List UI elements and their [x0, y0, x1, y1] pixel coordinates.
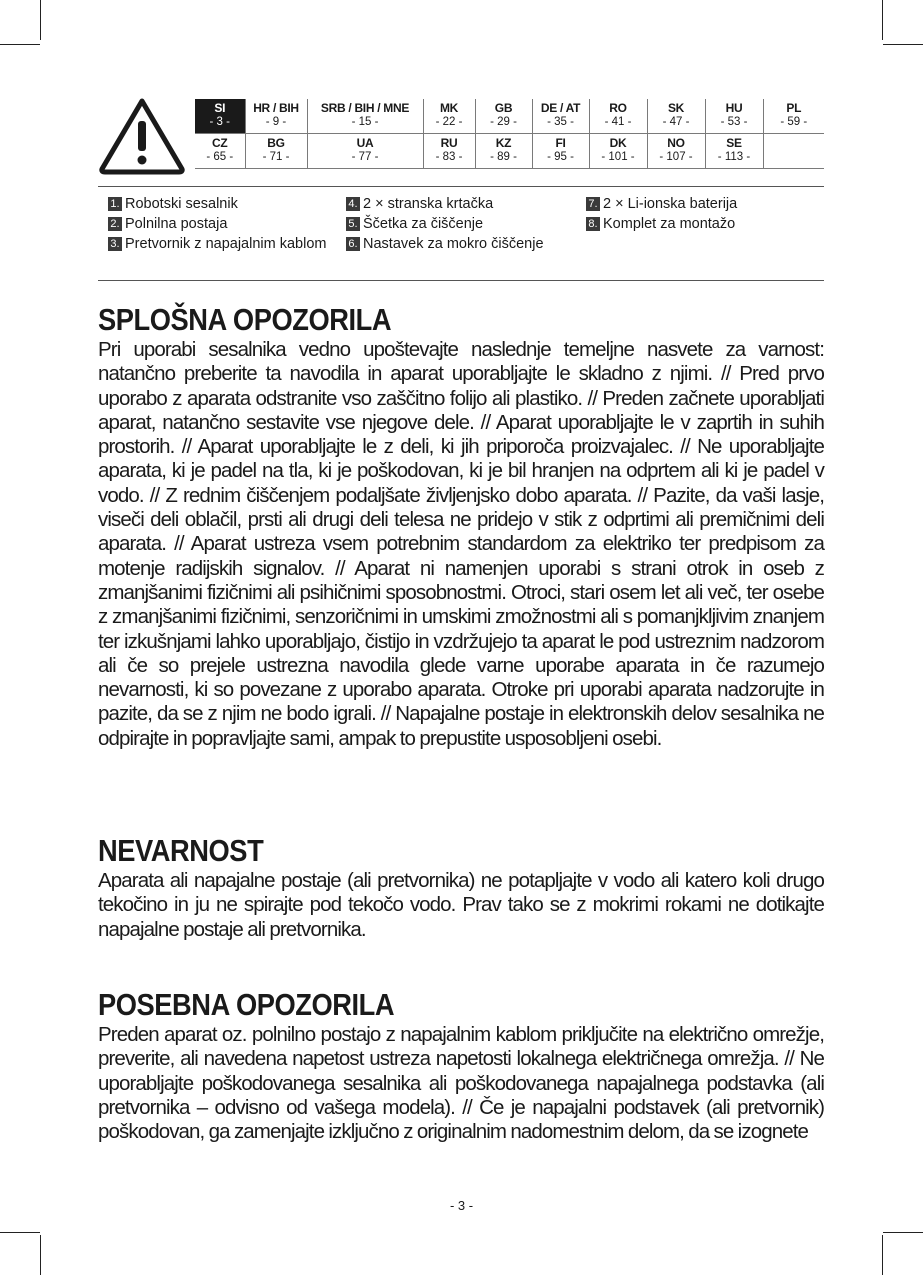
crop-mark — [883, 44, 923, 45]
list-item: 2. Polnilna postaja — [108, 214, 227, 234]
crop-mark — [882, 0, 883, 40]
section-title-danger: NEVARNOST — [98, 833, 264, 868]
section-title-general-warnings: SPLOŠNA OPOZORILA — [98, 302, 392, 337]
section-body-special-warnings: Preden aparat oz. polnilno postajo z napajalnim kablom priključite na električno omrežje, preverite, ali navedena napetost ustreza napetosti lokalnega električnega omrežja. // Ne uporabljajte poškodovanega sesalnika ali poškodovanega napajalnega podstavka (ali pretvornika – odvisno od vašega modela). // Če je napajalni podstavek (ali pretvornik) poškodovan, ga zamenjajte izključno z originalnim nadomestnim delom, da se izognete — [98, 1023, 824, 1144]
divider-line — [98, 280, 824, 281]
lang-cell-gb[interactable]: GB - 29 - — [475, 99, 532, 134]
lang-cell-de-at[interactable]: DE / AT - 35 - — [532, 99, 589, 134]
language-row — [195, 99, 824, 134]
crop-mark — [0, 44, 40, 45]
lang-cell-bg[interactable]: BG - 71 - — [245, 134, 307, 169]
list-item: 6. Nastavek za mokro čiščenje — [346, 234, 544, 254]
list-item: 5. Ščetka za čiščenje — [346, 214, 483, 234]
lang-cell-ro[interactable]: RO - 41 - — [589, 99, 647, 134]
list-item: 3. Pretvornik z napajalnim kablom — [108, 234, 326, 254]
lang-cell-hu[interactable]: HU - 53 - — [705, 99, 763, 134]
lang-cell-kz[interactable]: KZ - 89 - — [475, 134, 532, 169]
section-title-special-warnings: POSEBNA OPOZORILA — [98, 987, 395, 1022]
warning-triangle-icon — [98, 97, 186, 175]
divider-line — [98, 186, 824, 187]
lang-cell-fi[interactable]: FI - 95 - — [532, 134, 589, 169]
language-index — [195, 99, 824, 169]
lang-cell-si[interactable]: SI - 3 - — [195, 99, 245, 134]
lang-cell-hr-bih[interactable]: HR / BIH - 9 - — [245, 99, 307, 134]
page-number: - 3 - — [449, 1198, 474, 1213]
language-row — [195, 134, 824, 169]
lang-cell-dk[interactable]: DK - 101 - — [589, 134, 647, 169]
lang-cell-mk[interactable]: MK - 22 - — [423, 99, 475, 134]
crop-mark — [0, 1232, 40, 1233]
list-item: 1. Robotski sesalnik — [108, 194, 238, 214]
list-item: 7. 2 × Li-ionska baterija — [586, 194, 737, 214]
lang-cell-ua[interactable]: UA - 77 - — [307, 134, 423, 169]
lang-cell-ru[interactable]: RU - 83 - — [423, 134, 475, 169]
crop-mark — [882, 1235, 883, 1275]
lang-cell-srb-bih-mne[interactable]: SRB / BIH / MNE - 15 - — [307, 99, 423, 134]
section-body-general-warnings: Pri uporabi sesalnika vedno upoštevajte naslednje temeljne nasvete za varnost: natančno preberite ta navodila in aparat uporabljajte le skladno z njimi. // Pred prvo uporabo z aparata odstranite vso zaščitno folijo ali plastiko. // Preden začnete uporabljati aparat, natančno sestavite vse njegove dele. // Aparat uporabljajte le v zaprtih in suhih prostorih. // Aparat uporabljajte le z deli, ki jih priporoča proizvajalec. // Ne uporabljajte aparata, ki je padel na tla, ki je poškodovan, ki je bil hranjen na odprtem ali ki je padel v vodo. // Z rednim čiščenjem podaljšate življenjsko dobo aparata. // Pazite, da vaši lasje, viseči deli oblačil, prsti ali drugi deli telesa ne pridejo v stik z odprtimi ali premičnimi deli aparata. // Aparat ustreza vsem potrebnim standardom za elektriko ter predpisom za motenje radijskih signalov. // Aparat ni namenjen uporabi s strani otrok in oseb z zmanjšanimi fizičnimi ali psihičnimi sposobnostmi. Otroci, stari osem let ali več, ter osebe z zmanjšanimi fizičnimi, senzoričnimi in umskimi zmožnostmi ali s pomanjkljivim znanjem ter izkušnjami lahko uporabljajo, čistijo in vzdržujejo ta aparat le pod ustreznim nadzorom ali če so prejele ustrezna navodila glede varne uporabe aparata in če razumejo nevarnosti, ki so povezane z uporabo aparata. Otroke pri uporabi aparata nadzorujte in pazite, da se z njim ne bodo igrali. // Napajalne postaje in elektronskih delov sesalnika ne odpirajte in popravljajte sami, ampak to prepustite usposobljeni osebi. — [98, 338, 824, 750]
lang-cell-no[interactable]: NO - 107 - — [647, 134, 705, 169]
lang-cell-cz[interactable]: CZ - 65 - — [195, 134, 245, 169]
lang-cell-se[interactable]: SE - 113 - — [705, 134, 763, 169]
lang-cell-sk[interactable]: SK - 47 - — [647, 99, 705, 134]
lang-cell-empty — [763, 134, 824, 169]
section-body-danger: Aparata ali napajalne postaje (ali pretvornika) ne potapljajte v vodo ali katero koli drugo tekočino in ju ne spirajte pod tekočo vodo. Prav tako se z mokrimi rokami ne dotikajte napajalne postaje ali pretvornika. — [98, 869, 824, 941]
crop-mark — [40, 0, 41, 40]
crop-mark — [40, 1235, 41, 1275]
crop-mark — [883, 1232, 923, 1233]
list-item: 8. Komplet za montažo — [586, 214, 735, 234]
lang-cell-pl[interactable]: PL - 59 - — [763, 99, 824, 134]
list-item: 4. 2 × stranska krtačka — [346, 194, 493, 214]
